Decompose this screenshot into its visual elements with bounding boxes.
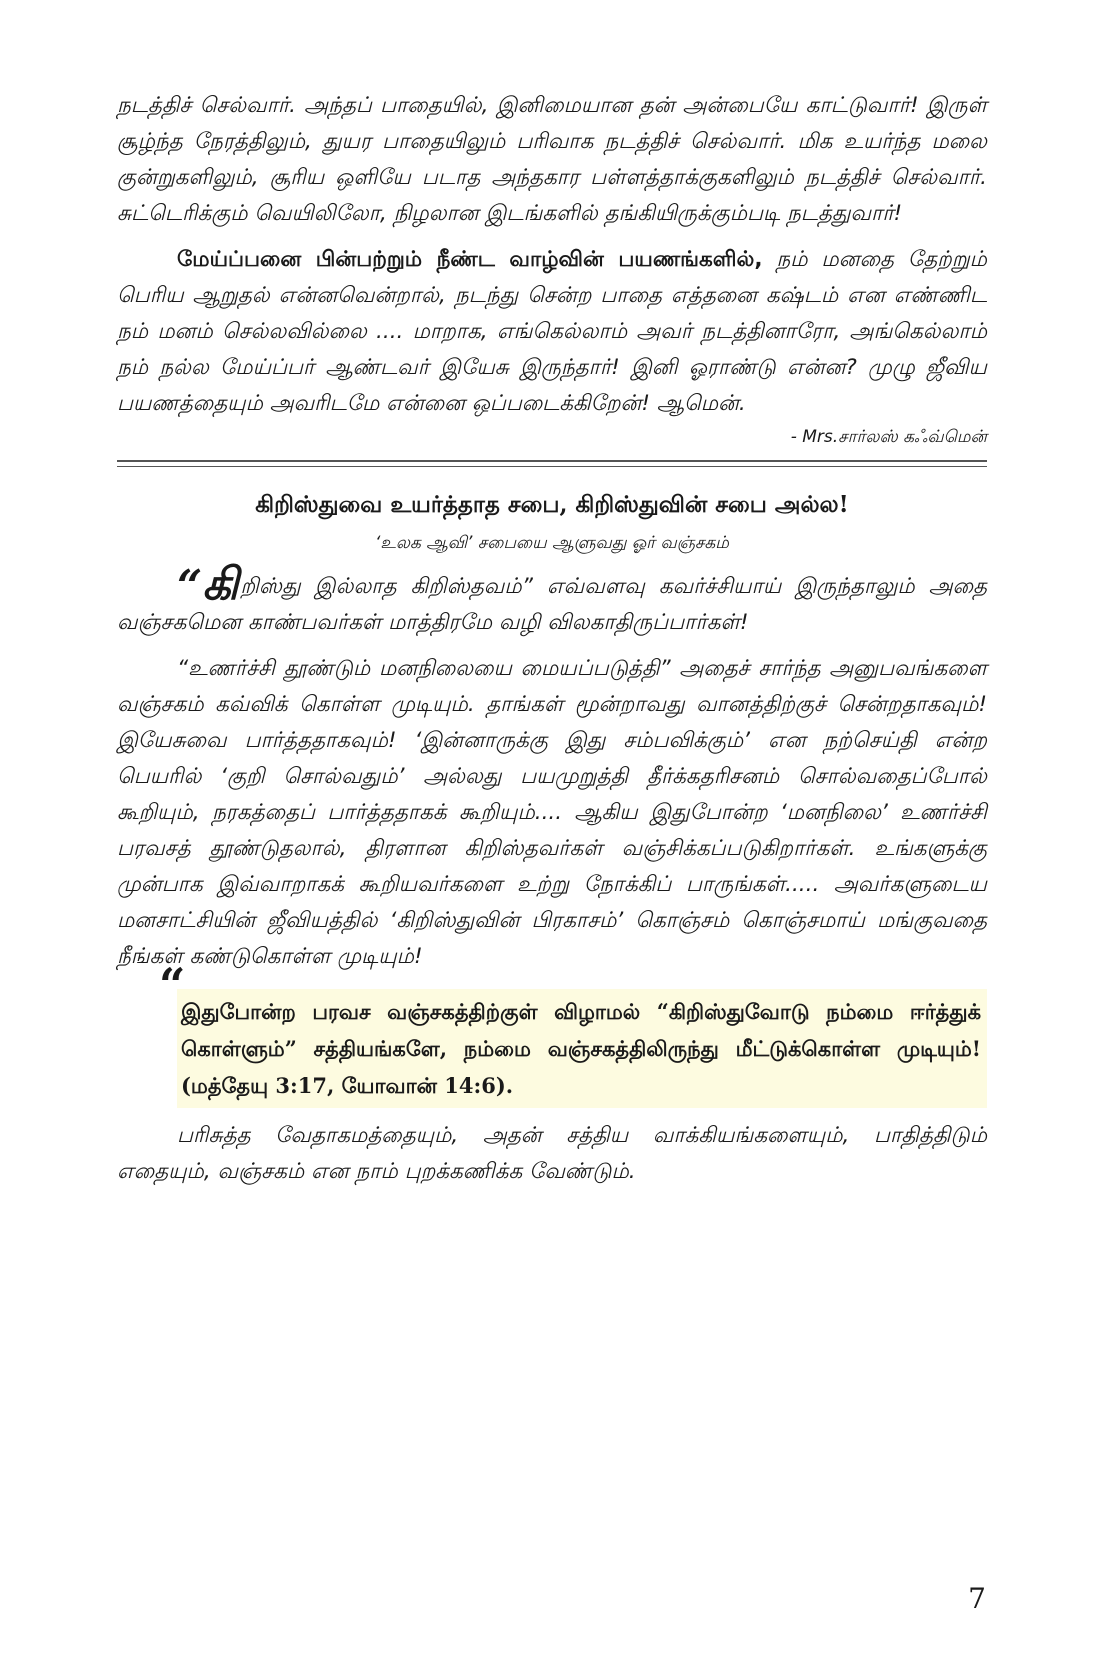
reflection-text: நம் மனதை தேற்றும் பெரிய ஆறுதல் என்னவென்றால், நடந்து சென்ற பாதை எத்தனை கஷ்டம் என எண்ணிட நம் மனம் செல்லவில்லை .... மாறாக, எங்கெல்லாம் அவர் நடத்தினாரோ, அங்கெல்லாம் நம் நல்ல மேய்ப்பர் ஆண்டவர் இயேசு இருந்தார்! இனி ஓராண்டு என்ன? முழு ஜீவிய பயணத்தையும் அவரிடமே என்னை ஒப்படைக்கிறேன்! ஆமென்.: [117, 247, 987, 416]
section-divider: [117, 460, 987, 467]
opening-text: றிஸ்து இல்லாத கிறிஸ்தவம்” எவ்வளவு கவர்ச்சியாய் இருந்தாலும் அதை வஞ்சகமென காண்பவர்கள் மாத்திரமே வழி விலகாதிருப்பார்கள்!: [117, 574, 987, 635]
drop-cap: கி: [202, 559, 239, 610]
reflection-paragraph: [117, 242, 987, 422]
article-title: கிறிஸ்துவை உயர்த்தாத சபை, கிறிஸ்துவின் சபை அல்ல!: [255, 491, 849, 518]
author-signature: - Mrs.சார்லஸ் கஃவ்மென்: [790, 427, 987, 447]
closing-paragraph: பரிசுத்த வேதாகமத்தையும், அதன் சத்திய வாக்கியங்களையும், பாதித்திடும் எதையும், வஞ்சகம் என நாம் புறக்கணிக்க வேண்டும்.: [117, 1123, 987, 1184]
callout-quote-icon: “: [159, 958, 186, 1012]
callout-text: இதுபோன்ற பரவச வஞ்சகத்திற்குள் விழாமல் “கிறிஸ்துவோடு நம்மை ஈர்த்துக் கொள்ளும்” சத்தியங்களே, நம்மை வஞ்சகத்திலிருந்து மீட்டுக்கொள்ள முடியும்! (மத்தேயு 3:17, யோவான் 14:6).: [177, 989, 987, 1108]
page-body: [117, 88, 987, 1190]
reflection-lead: மேய்ப்பனை பின்பற்றும் நீண்ட வாழ்வின் பயணங்களில்,: [177, 247, 763, 272]
highlight-callout: [159, 958, 987, 1108]
page-number: 7: [968, 1582, 986, 1615]
article-opening-paragraph: [117, 559, 987, 641]
article-body-paragraph: “உணர்ச்சி தூண்டும் மனநிலையை மையப்படுத்தி” அதைச் சார்ந்த அனுபவங்களை வஞ்சகம் கவ்விக் கொள்ள முடியும். தாங்கள் மூன்றாவது வானத்திற்குச் சென்றதாகவும்! இயேசுவை பார்த்ததாகவும்! ‘இன்னாருக்கு இது சம்பவிக்கும்’ என நற்செய்தி என்ற பெயரில் ‘குறி சொல்வதும்’ அல்லது பயமுறுத்தி தீர்க்கதரிசனம் சொல்வதைப்போல் கூறியும், நரகத்தைப் பார்த்ததாகக் கூறியும்.... ஆகிய இதுபோன்ற ‘மனநிலை’ உணர்ச்சி பரவசத் தூண்டுதலால், திரளான கிறிஸ்தவர்கள் வஞ்சிக்கப்படுகிறார்கள். உங்களுக்கு முன்பாக இவ்வாறாகக் கூறியவர்களை உற்று நோக்கிப் பாருங்கள்..... அவர்களுடைய மனசாட்சியின் ஜீவியத்தில் ‘கிறிஸ்துவின் பிரகாசம்’ கொஞ்சம் கொஞ்சமாய் மங்குவதை நீங்கள் கண்டுகொள்ள முடியும்!: [117, 656, 987, 969]
article-subtitle: ‘உலக ஆவி’ சபையை ஆளுவது ஓர் வஞ்சகம்: [375, 533, 729, 553]
intro-paragraph: நடத்திச் செல்வார். அந்தப் பாதையில், இனிமையான தன் அன்பையே காட்டுவார்! இருள் சூழ்ந்த நேரத்திலும், துயர பாதையிலும் பரிவாக நடத்திச் செல்வார். மிக உயர்ந்த மலை குன்றுகளிலும், சூரிய ஒளியே படாத அந்தகார பள்ளத்தாக்குகளிலும் நடத்திச் செல்வார். சுட்டெரிக்கும் வெயிலிலோ, நிழலான இடங்களில் தங்கியிருக்கும்படி நடத்துவார்!: [117, 93, 987, 226]
opening-quote-mark: “: [177, 561, 203, 612]
